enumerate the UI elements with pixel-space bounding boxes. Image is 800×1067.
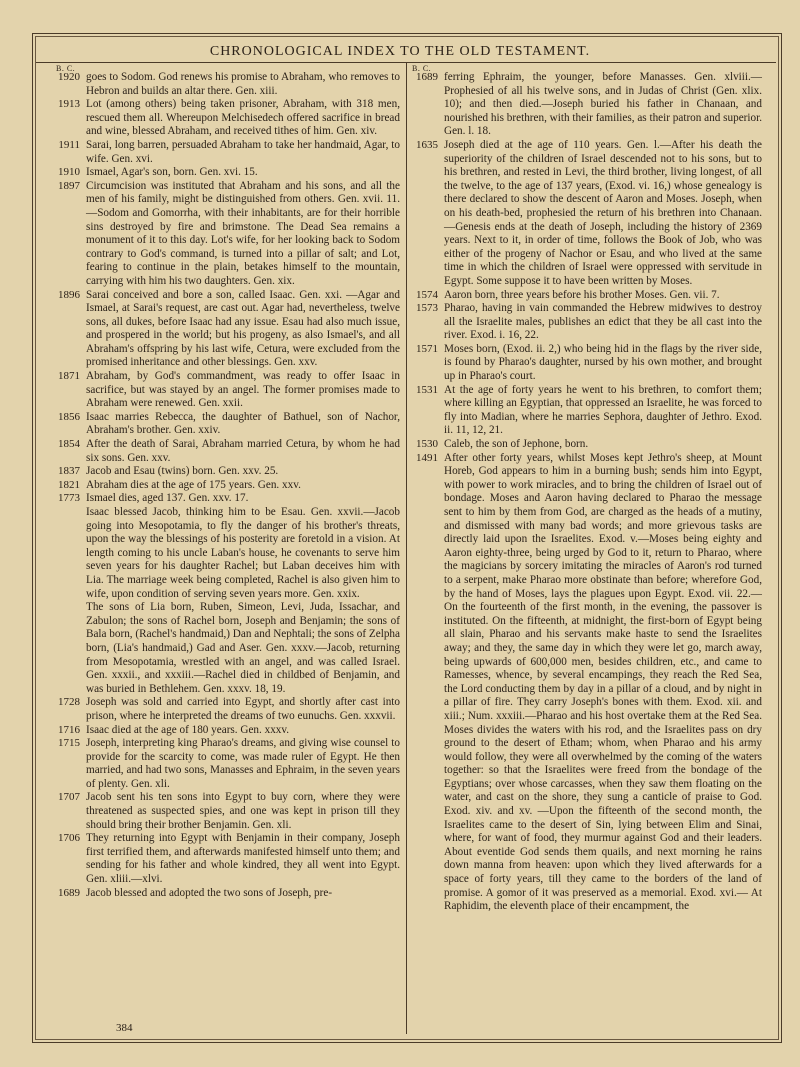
entry-year: 1871 xyxy=(58,370,80,383)
entry-text: Abraham dies at the age of 175 years. Gen. xxv. xyxy=(86,478,301,491)
entry-year: 1707 xyxy=(58,791,80,804)
entry-year: 1897 xyxy=(58,179,80,192)
entry-text: Abraham, by God's commandment, was ready to offer Isaac in sacrifice, but was stayed by an angel. The former promises made to Abraham were renewed. Gen. xxii. xyxy=(86,370,400,410)
entry-text: Ismael, Agar's son, born. Gen. xvi. 15. xyxy=(86,166,258,179)
entry-year: 1574 xyxy=(416,288,438,301)
chronology-entry xyxy=(416,451,762,914)
column-divider xyxy=(406,62,407,1034)
entry-year: 1689 xyxy=(58,886,80,899)
entry-year: 1573 xyxy=(416,302,438,315)
entry-text: Sarai, long barren, persuaded Abraham to take her handmaid, Agar, to wife. Gen. xvi. xyxy=(86,138,400,165)
entry-year: 1856 xyxy=(58,410,80,423)
page-number: 384 xyxy=(116,1022,133,1034)
chronology-entry xyxy=(58,166,400,180)
entry-text: Jacob and Esau (twins) born. Gen. xxv. 25. xyxy=(86,465,279,478)
chronology-entry xyxy=(58,410,400,438)
chronology-entry xyxy=(86,601,400,696)
entry-text: They returning into Egypt with Benjamin in their company, Joseph first terrified them, and afterwards manifested himself unto them; and sending for his father and whole kindred, they all went into Egypt. Gen. xliii.—xlvi. xyxy=(86,832,400,886)
entry-year: 1635 xyxy=(416,138,438,151)
entry-year: 1728 xyxy=(58,696,80,709)
entry-year: 1896 xyxy=(58,288,80,301)
chronology-entry xyxy=(58,179,400,289)
chronology-entry xyxy=(58,478,400,493)
entry-text: ferring Ephraim, the younger, before Manasses. Gen. xlviii.—Prophesied of all his twelve sons, and in Judas of Christ (Gen. xlix. 10); and then died.—Joseph buried his father in Chanaan, and nourished his brethren, with their families, as their patron and superior. Gen. l. 18. xyxy=(444,71,762,138)
entry-text: After the death of Sarai, Abraham married Cetura, by whom he had six sons. Gen. xxv. xyxy=(86,438,400,464)
entry-text: The sons of Lia born, Ruben, Simeon, Levi, Juda, Issachar, and Zabulon; the sons of Rachel born, Joseph and Benjamin; the sons of Bala born, (Rachel's handmaid,) Dan and Nephtali; the sons of Zelpha born, (Lia's handmaid,) Gad and Aser. Gen. xxxv.—Jacob, returning from Mesopotamia, wrestled with an angel, and was called Israel. Gen. xxxii., and xxxiii.—Rachel died in childbed of Benjamin, and was buried in Bethlehem. Gen. xxxv. 18, 19. xyxy=(86,601,400,695)
entry-year: 1773 xyxy=(58,492,80,505)
entry-year: 1531 xyxy=(416,383,438,396)
chronology-entry xyxy=(58,138,400,166)
chronology-entry xyxy=(416,302,762,343)
entry-year: 1854 xyxy=(58,438,80,451)
entry-year: 1910 xyxy=(58,166,80,179)
page-title: CHRONOLOGICAL INDEX TO THE OLD TESTAMENT. xyxy=(209,44,591,59)
chronology-entry xyxy=(58,492,400,506)
chronology-entry xyxy=(86,506,400,601)
entry-text: Isaac blessed Jacob, thinking him to be Esau. Gen. xxvii.—Jacob going into Mesopotamia, to fly the danger of his brother's threats, upon the way the blessings of his posterity are foretold in a vision. At length coming to his uncle Laban's house, he covenants to serve him seven years for his daughter Rachel; but Laban deceives him with Lia. The marriage week being completed, Rachel is also given him to wife, upon condition of serving seven years more. Gen. xxix. xyxy=(86,506,400,600)
chronology-entry xyxy=(416,288,762,303)
chronology-entry xyxy=(58,696,400,723)
chronology-entry xyxy=(416,138,762,289)
chronology-entry xyxy=(58,791,400,832)
chronology-entry xyxy=(58,723,400,738)
entry-year: 1911 xyxy=(58,138,80,151)
entry-text: Circumcision was instituted that Abraham and his sons, and all the men of his family, might be distinguished from others. Gen. xvii. 11.—Sodom and Gomorrha, with their inhabitants, are for their horrible sins destroyed by fire and brimstone. The Dead Sea remains a monument of it to this day. Lot's wife, for her looking back to Sodom contrary to God's command, is turned into a pillar of salt; and Lot, fearing to continue in the plain, betakes himself to the mountain, carrying with him his two daughters. Gen. xix. xyxy=(86,179,400,287)
chronology-entry xyxy=(58,737,400,791)
entry-text: Caleb, the son of Jephone, born. xyxy=(444,438,589,451)
entry-text: Isaac died at the age of 180 years. Gen. xxxv. xyxy=(86,723,290,736)
chronology-entry xyxy=(58,465,400,479)
chronology-entry xyxy=(416,342,762,384)
entry-year: 1920 xyxy=(58,71,80,83)
entry-text: After other forty years, whilst Moses kept Jethro's sheep, at Mount Horeb, God appears to him in a burning bush; sends him into Egypt, with power to work miracles, and to bring the children of Israel out of bondage. Moses and Aaron having declared to Pharao the message sent to him by them from God, are charged as the heads of a mutiny, and dismissed with many bad words; and more grievous tasks are directly laid upon the Israelites. Exod. v.—Moses being eighty and Aaron eighty-three, being urged by God to it, return to Pharao, where the magicians by sorcery imitating the miracles of Aaron's rod turned to a serpent, make Pharao more obstinate than before; wherefore God, by the hand of Moses, lays the plagues upon Egypt. Exod. vii. 22.—On the fourteenth of the first month, in the evening, the passover is instituted. On the fifteenth, at midnight, the first-born of Egypt being all slain, Pharao and his servants make haste to send the Israelites away; and they, the same day in which they were let go, march away, being upwards of 600,000 men, besides children, etc., and came to Ramesses, whence, by several encampings, they reach the Red Sea, the Lord conducting them by day in a pillar of a cloud, and by night in a pillar of fire. They carry Joseph's bones with them. Exod. xii. and xiii.; Num. xxxiii.—Pharao and his host overtake them at the Red Sea. Moses divides the waters with his rod, and the Israelites pass on dry ground to the desert of Etham; whom, when Pharao and his army would follow, they were all overwhelmed by the coming of the waters together: so that the Israelites were freed from the bondage of the Egyptians; over whose carcasses, when they saw them floating on the water, and cast on the shore, they sung a canticle of praise to God. Exod. xiv. and xv. —Upon the fifteenth of the second month, the Israelites came to the desert of Sin, lying between Elim and Sinai, where, for want of food, they murmur against God and their leaders. About eventide God sends them quails, and next morning he rains down manna from heaven: upon which they lived afterwards for a space of forty years, till they came to the borders of the land of promise. A gomor of it was preserved as a memorial. Exod. xvi.— At Raphidim, the eleventh place of their encampment, the xyxy=(444,451,762,913)
entry-text: Jacob blessed and adopted the two sons of Joseph, pre- xyxy=(86,886,333,899)
left-column xyxy=(58,71,400,900)
entry-year: 1821 xyxy=(58,478,80,491)
entry-year: 1837 xyxy=(58,465,80,478)
right-column xyxy=(416,71,762,914)
chronology-entry xyxy=(58,71,400,98)
chronology-entry xyxy=(416,71,762,139)
chronology-entry xyxy=(58,886,400,901)
entry-text: Aaron born, three years before his brother Moses. Gen. vii. 7. xyxy=(444,288,720,301)
entry-text: Joseph, interpreting king Pharao's dreams, and giving wise counsel to provide for the scarcity to come, was made ruler of Egypt. He then married, and had two sons, Manasses and Ephraim, in the seven years of plenty. Gen. xli. xyxy=(86,737,400,790)
entry-text: Pharao, having in vain commanded the Hebrew midwives to destroy all the Israelite males, publishes an edict that they be all cast into the river. Exod. i. 16, 22. xyxy=(444,302,762,342)
bc-label-left: B. C. xyxy=(56,64,76,73)
entry-year: 1689 xyxy=(416,71,438,83)
entry-text: Ismael dies, aged 137. Gen. xxv. 17. xyxy=(86,492,249,505)
entry-year: 1571 xyxy=(416,342,438,355)
entry-text: Joseph died at the age of 110 years. Gen. l.—After his death the superiority of the children of Israel descended not to his sons, but to his brethren, and rested in Levi, the third brother, living longest, of all the twelve, to the age of 137 years, (Exod. vi. 16,) whose genealogy is there declared to show the descent of Aaron and Moses. Joseph, when on his death-bed, prophesied the return of his brethren into Chanaan.—Genesis ends at the death of Joseph, including the history of 2369 years. Next to it, in order of time, follows the Book of Job, who was either of the progeny of Nachor or Esau, and who lived at the same time in which the children of Israel were oppressed with servitude in Egypt. Some suppose it to have been written by Moses. xyxy=(444,138,762,287)
bc-label-right: B. C. xyxy=(412,64,432,73)
chronology-entry xyxy=(58,288,400,371)
chronology-entry xyxy=(416,383,762,438)
entry-text: At the age of forty years he went to his brethren, to comfort them; where killing an Egyptian, that oppressed an Israelite, he was forced to fly into Madian, where he marries Sephora, daughter of Jethro. Exod. ii. 11, 12, 21. xyxy=(444,383,762,437)
entry-year: 1530 xyxy=(416,438,438,451)
chronology-entry xyxy=(58,438,400,465)
entry-text: Jacob sent his ten sons into Egypt to buy corn, where they were threatened as suspected spies, and one was kept in prison till they should bring their brother Benjamin. Gen. xli. xyxy=(86,791,400,831)
entry-text: Isaac marries Rebecca, the daughter of Bathuel, son of Nachor, Abraham's brother. Gen. xxiv. xyxy=(86,410,400,437)
entry-year: 1706 xyxy=(58,832,80,845)
entry-text: Lot (among others) being taken prisoner, Abraham, with 318 men, rescued them all. Whereupon Melchisedech offered sacrifice in bread and wine, blessed Abraham, and received tithes of him. Gen. xiv. xyxy=(86,98,400,138)
chronology-entry xyxy=(58,98,400,139)
entry-text: goes to Sodom. God renews his promise to Abraham, who removes to Hebron and builds an altar there. Gen. xiii. xyxy=(86,71,400,97)
entry-text: Joseph was sold and carried into Egypt, and shortly after cast into prison, where he interpreted the dreams of two eunuchs. Gen. xxxvii. xyxy=(86,696,400,722)
entry-year: 1716 xyxy=(58,723,80,736)
chronology-entry xyxy=(58,370,400,411)
chronology-entry xyxy=(416,438,762,452)
entry-year: 1491 xyxy=(416,451,438,464)
entry-text: Moses born, (Exod. ii. 2,) who being hid in the flags by the river side, is found by Pharao's daughter, nursed by his own mother, and brought up in Pharao's court. xyxy=(444,342,762,383)
chronology-entry xyxy=(58,832,400,886)
entry-year: 1913 xyxy=(58,98,80,111)
entry-text: Sarai conceived and bore a son, called Isaac. Gen. xxi. —Agar and Ismael, at Sarai's request, are cast out. Agar had, nevertheless, twelve sons, all dukes, before Isaac had any issue. Esau had also much issue, and prospered in the world; but his progeny, as also Ismael's, and all Abraham's offspring by his last wife, Cetura, were excluded from the promised inheritance and other blessings. Gen. xxv. xyxy=(86,288,400,369)
entry-year: 1715 xyxy=(58,737,80,750)
